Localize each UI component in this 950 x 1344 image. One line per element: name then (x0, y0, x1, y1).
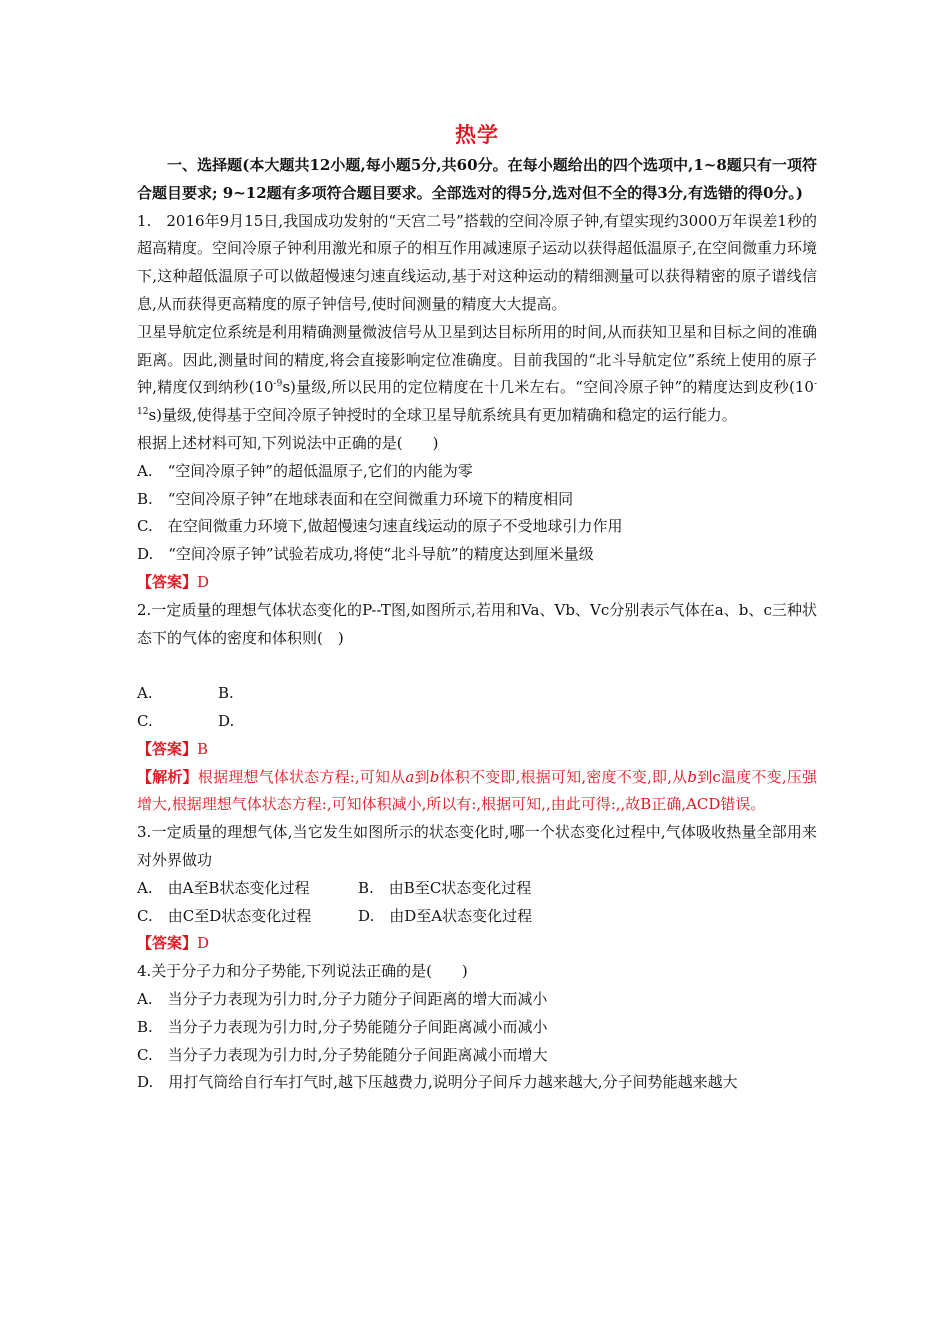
q2-analysis-1: 根据理想气体状态方程:,可知从 (197, 767, 406, 786)
q3-answer (137, 930, 817, 958)
q3-answer-value: D (197, 934, 210, 953)
q3-stem: 3.一定质量的理想气体,当它发生如图所示的状态变化时,哪一个状态变化过程中,气体吸收热量全部用来对外界做功 (137, 823, 817, 869)
q2-answer-value: B (197, 739, 209, 758)
document-content (137, 118, 817, 1097)
q2-option-a: A. (137, 684, 153, 703)
q4-option-c: C. 当分子力表现为引力时,分子势能随分子间距离减小而增大 (137, 1045, 548, 1064)
page-title: 热学 (455, 122, 499, 147)
q2-options-row-2 (137, 708, 817, 736)
section-header: 一、选择题(本大题共12小题,每小题5分,共60分。在每小题给出的四个选项中,1~8题只有一项符合题目要求; 9~12题有多项符合题目要求。全部选对的得5分,选对但不全的得3分,有选错的得0分。) (137, 156, 817, 202)
q2-analysis-label: 【解析】 (137, 767, 198, 786)
q3-option-a: A. 由A至B状态变化过程 (137, 878, 310, 897)
q1-exponent-2: -12 (137, 379, 817, 418)
q1-exponent-1: -9 (273, 379, 283, 390)
q3-option-d: D. 由D至A状态变化过程 (358, 906, 533, 925)
q1-answer-value: D (197, 572, 210, 591)
q2-analysis-a: a (405, 767, 415, 786)
q1-paragraph-2-a: 卫星导航定位系统是利用精确测量微波信号从卫星到达目标所用的时间,从而获知卫星和目标之间的准确距离。因此,测量时间的精度,将会直接影响定位准确度。目前我国的“北斗导航定位”系统上使用的原子钟,精度仅到纳秒(10 (137, 322, 817, 397)
q1-answer (137, 569, 817, 597)
q3-option-b: B. 由B至C状态变化过程 (358, 878, 532, 897)
q2-analysis-4: 到c温度不变,压强增大,根据理想气体状态方程:,可知体积减小,所以有:,根据可知,,由此可得:,,故B正确,ACD错误。 (137, 767, 817, 814)
q4-stem: 4.关于分子力和分子势能,下列说法正确的是( ) (137, 962, 468, 981)
q2-answer (137, 736, 817, 764)
q2-analysis-2: 到 (414, 767, 430, 786)
q1-paragraph-1: 1. 2016年9月15日,我国成功发射的“天宫二号”搭载的空间冷原子钟,有望实现约3000万年误差1秒的超高精度。空间冷原子钟利用激光和原子的相互作用减速原子运动以获得超低温原子,在空间微重力环境下,这种超低温原子可以做超慢速匀速直线运动,基于对这种运动的精细测量可以获得精密的原子谱线信息,从而获得更高精度的原子钟信号,使时间测量的精度大大提高。 (137, 211, 817, 313)
q2-analysis-b2: b (687, 767, 698, 786)
q4-option-d: D. 用打气筒给自行车打气时,越下压越费力,说明分子间斥力越来越大,分子间势能越来越大 (137, 1073, 738, 1092)
q2-analysis-b: b (429, 767, 440, 786)
q1-option-c: C. 在空间微重力环境下,做超慢速匀速直线运动的原子不受地球引力作用 (137, 517, 623, 536)
q2-option-d: D. (218, 711, 235, 730)
q4-option-a: A. 当分子力表现为引力时,分子力随分子间距离的增大而减小 (137, 989, 548, 1008)
q4-option-b: B. 当分子力表现为引力时,分子势能随分子间距离减小而减小 (137, 1017, 548, 1036)
q2-spacer (137, 652, 817, 680)
q1-paragraph-2-c: s)量级,使得基于空间冷原子钟授时的全球卫星导航系统具有更加精确和稳定的运行能力。 (148, 406, 737, 425)
q3-option-c: C. 由C至D状态变化过程 (137, 906, 312, 925)
q1-stem: 根据上述材料可知,下列说法中正确的是( ) (137, 433, 439, 452)
q2-option-b: B. (218, 684, 234, 703)
q1-answer-label: 【答案】 (137, 572, 198, 591)
q2-analysis-3: 体积不变即,根据可知,密度不变,即,从 (439, 767, 688, 786)
q2-options-row-1 (137, 680, 817, 708)
q1-paragraph-2-b: s)量级,所以民用的定位精度在十几米左右。“空间冷原子钟”的精度达到皮秒(10 (282, 378, 814, 397)
q2-answer-label: 【答案】 (137, 739, 198, 758)
q1-option-b: B. “空间冷原子钟”在地球表面和在空间微重力环境下的精度相同 (137, 489, 574, 508)
q3-options-row-2 (137, 903, 817, 931)
q1-option-d: D. “空间冷原子钟”试验若成功,将使“北斗导航”的精度达到厘米量级 (137, 545, 594, 564)
q2-analysis (137, 764, 817, 820)
q3-options-row-1 (137, 875, 817, 903)
q2-stem: 2.一定质量的理想气体状态变化的P--T图,如图所示,若用和Va、Vb、Vc分别表示气体在a、b、c三种状态下的气体的密度和体积则( ) (137, 600, 817, 647)
q3-answer-label: 【答案】 (137, 934, 198, 953)
q2-option-c: C. (137, 711, 153, 730)
q1-option-a: A. “空间冷原子钟”的超低温原子,它们的内能为零 (137, 461, 473, 480)
q1-paragraph-2 (137, 319, 817, 430)
